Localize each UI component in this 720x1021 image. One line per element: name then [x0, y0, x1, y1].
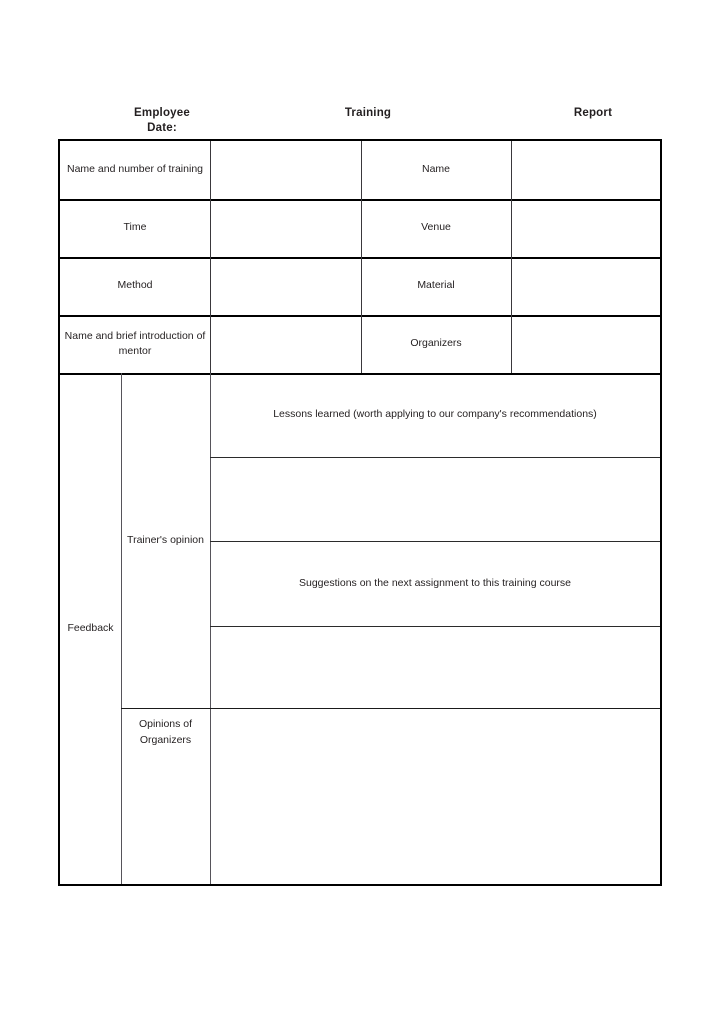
label-time: Time — [123, 221, 147, 234]
header-report-label: Report — [573, 107, 613, 119]
field-name-and-brief-introduction-of-mentor[interactable] — [210, 315, 361, 373]
field-organizers[interactable] — [511, 315, 660, 373]
prompt-suggestions: Suggestions on the next assignment to this training course — [299, 576, 571, 589]
field-opinions-of-organizers[interactable] — [210, 708, 660, 884]
field-time[interactable] — [210, 199, 361, 257]
document-header — [58, 106, 662, 136]
label-venue: Venue — [421, 221, 451, 234]
label-opinions-of-organizers: Opinions of Organizers — [138, 718, 193, 746]
label-method: Method — [117, 279, 153, 292]
prompt-lessons-learned: Lessons learned (worth applying to our company's recommendations) — [273, 408, 597, 421]
field-method[interactable] — [210, 257, 361, 315]
label-feedback: Feedback — [67, 621, 114, 634]
label-organizers: Organizers — [410, 337, 462, 350]
label-trainers-opinion: Trainer's opinion — [127, 533, 204, 546]
label-name-and-brief-introduction-of-mentor: Name and brief introduction of mentor — [64, 329, 206, 357]
field-suggestions[interactable] — [210, 626, 660, 708]
field-venue[interactable] — [511, 199, 660, 257]
header-employee-label: Employee — [134, 107, 190, 119]
field-lessons-learned[interactable] — [210, 457, 660, 541]
label-material: Material — [417, 279, 455, 292]
label-name-and-number-of-training: Name and number of training — [67, 163, 203, 176]
training-report-table — [58, 139, 662, 886]
header-date-label: Date: — [147, 122, 177, 134]
field-name[interactable] — [511, 141, 660, 199]
header-employee-date — [102, 106, 222, 136]
header-training-label: Training — [344, 107, 392, 119]
label-name: Name — [421, 163, 450, 176]
field-name-and-number-of-training[interactable] — [210, 141, 361, 199]
field-material[interactable] — [511, 257, 660, 315]
